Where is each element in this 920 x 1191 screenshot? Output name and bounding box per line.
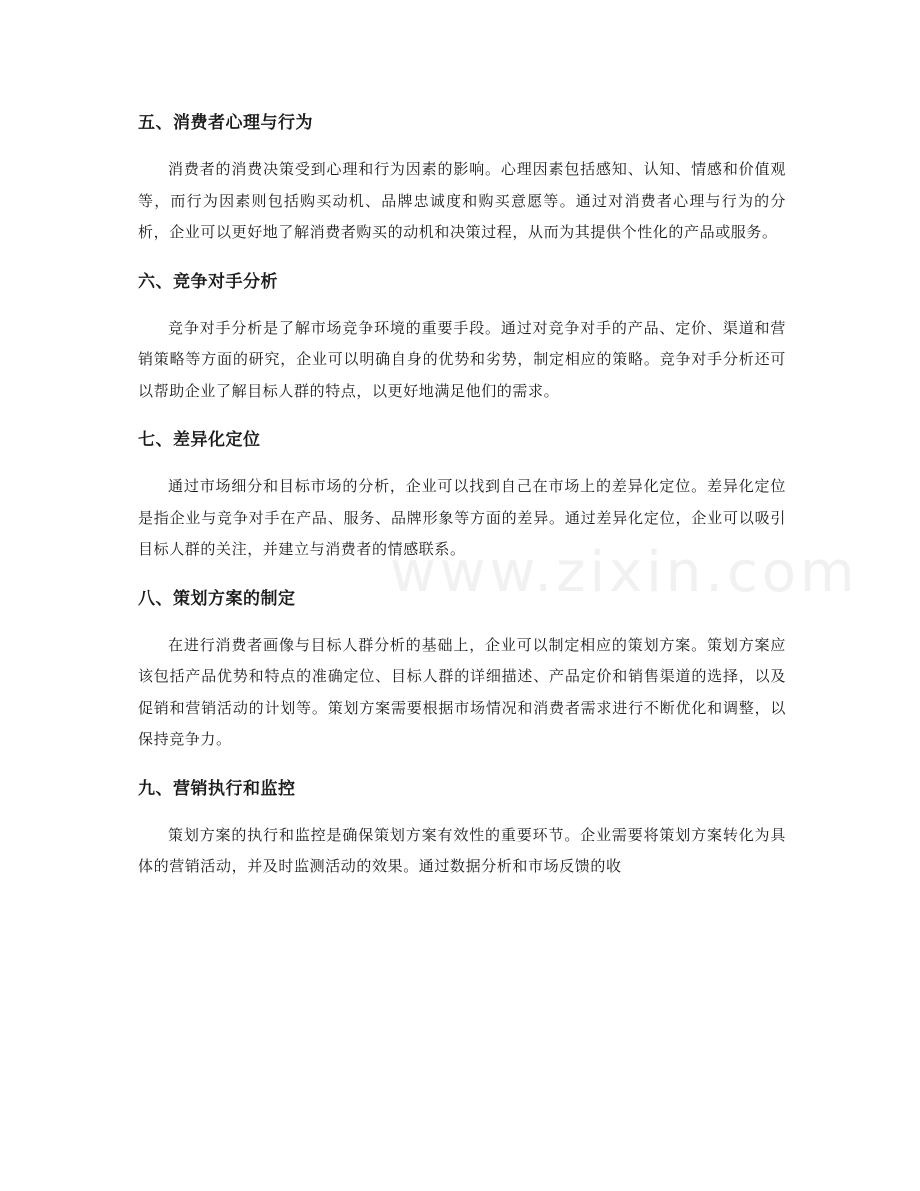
- watermark: www.zixin.com: [390, 540, 859, 605]
- section-9: [138, 772, 786, 883]
- section-5: [138, 106, 786, 249]
- section-paragraph: 策划方案的执行和监控是确保策划方案有效性的重要环节。企业需要将策划方案转化为具体的营销活动，并及时监测活动的效果。通过数据分析和市场反馈的收: [138, 825, 786, 875]
- section-8: [138, 582, 786, 756]
- section-paragraph: 在进行消费者画像与目标人群分析的基础上，企业可以制定相应的策划方案。策划方案应该包括产品优势和特点的准确定位、目标人群的详细描述、产品定价和销售渠道的选择，以及促销和营销活动的计划等。策划方案需要根据市场情况和消费者需求进行不断优化和调整，以保持竞争力。: [138, 635, 786, 748]
- document-body: [138, 106, 786, 899]
- section-6: [138, 265, 786, 408]
- section-7: [138, 423, 786, 566]
- section-heading: 七、差异化定位: [138, 430, 261, 450]
- section-heading: 九、营销执行和监控: [138, 778, 296, 799]
- section-heading: 八、策划方案的制定: [138, 588, 296, 609]
- section-paragraph: 消费者的消费决策受到心理和行为因素的影响。心理因素包括感知、认知、情感和价值观等，而行为因素则包括购买动机、品牌忠诚度和购买意愿等。通过对消费者心理与行为的分析，企业可以更好地了解消费者购买的动机和决策过程，从而为其提供个性化的产品或服务。: [138, 160, 786, 241]
- section-paragraph: 通过市场细分和目标市场的分析，企业可以找到自己在市场上的差异化定位。差异化定位是指企业与竞争对手在产品、服务、品牌形象等方面的差异。通过差异化定位，企业可以吸引目标人群的关注，并建立与消费者的情感联系。: [138, 477, 786, 558]
- section-heading: 五、消费者心理与行为: [138, 113, 313, 133]
- section-paragraph: 竞争对手分析是了解市场竞争环境的重要手段。通过对竞争对手的产品、定价、渠道和营销策略等方面的研究，企业可以明确自身的优势和劣势，制定相应的策略。竞争对手分析还可以帮助企业了解目标人群的特点，以更好地满足他们的需求。: [138, 318, 786, 400]
- section-heading: 六、竞争对手分析: [138, 271, 278, 292]
